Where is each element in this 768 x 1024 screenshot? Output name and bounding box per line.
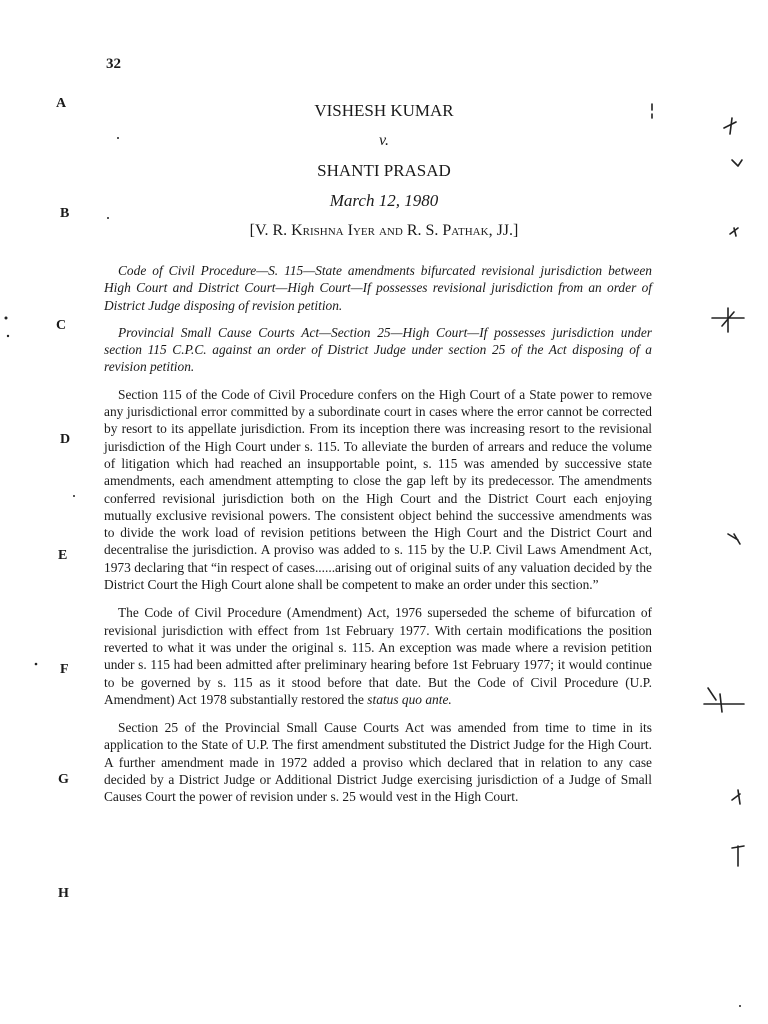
margin-mark-1: [724, 118, 736, 134]
page-number: 32: [106, 56, 121, 72]
judge-1-surname: Krishna Iyer: [291, 222, 375, 239]
margin-letter-a: A: [56, 96, 67, 111]
margin-letter-d: D: [60, 432, 71, 447]
margin-mark-7: [732, 790, 740, 804]
judgment-date: March 12, 1980: [329, 191, 439, 210]
judges-close: , JJ.]: [488, 222, 519, 239]
margin-mark-2: [732, 160, 742, 166]
judges-and: and: [374, 222, 407, 239]
margin-mark-4: [712, 308, 744, 332]
judgment-body: [104, 262, 652, 817]
petitioner-name: VISHESH KUMAR: [314, 101, 454, 120]
paragraph-section-115: Section 115 of the Code of Civil Procedure confers on the High Court of a State power to remove any jurisdictional error committed by a subordinate court in cases where the error cannot be corrected by resort to its appellate jurisdiction. From its inception there was increasing resort to the revisional jurisdiction of the High Court under s. 115. To alleviate the burden of arrears and reduce the volume of litigation which had reached an insupportable point, s. 115 was amended by successive state amendments, each amendment attempting to close the gap left by its predecessor. The amendments conferred revisional jurisdiction both on the High Court and the District Court each enjoying mutually exclusive revisional powers. The consistent object behind the successive amendments was to divide the work load of revision petitions between the High Court and the District Court and decentralise the jurisdiction. A proviso was added to s. 115 by the U.P. Civil Laws Amendment Act, 1973 declaring that “in respect of cases......arising out of original suits of any valuation decided by the District Court the High Court alone shall be competent to make an order under this section.”: [104, 386, 652, 593]
headnote-small-cause-courts: Provincial Small Cause Courts Act—Section 25—High Court—If possesses jurisdiction under section 115 C.P.C. against an order of District Judge under section 25 of the Act disposing of a revision petition.: [104, 324, 652, 375]
status-quo-ante: status quo ante.: [367, 691, 452, 707]
paragraph-amendment-1976: [104, 604, 652, 708]
margin-mark-8: [732, 846, 744, 866]
margin-mark-3: [730, 228, 738, 236]
paragraph-amendment-1976-text: The Code of Civil Procedure (Amendment) Act, 1976 superseded the scheme of bifurcation of revisional jurisdiction with effect from 1st February 1977. With certain modifications the position reverted to what it was under the original s. 115. An exception was made where a revision petition under s. 115 had been admitted after preliminary hearing before 1st February 1977; it would continue to be governed by s. 115 as it stood before that date. But the Code of Civil Procedure (U.P. Amendment) Act 1978 substantially restored the: [104, 605, 652, 707]
respondent-name: SHANTI PRASAD: [317, 161, 451, 180]
headnote-cpc: Code of Civil Procedure—S. 115—State amendments bifurcated revisional jurisdiction between High Court and District Court—High Court—If possesses revisional jurisdiction from an order of District Judge disposing of revision petition.: [104, 263, 652, 313]
versus-mark: v.: [379, 132, 389, 149]
margin-letter-e: E: [58, 548, 68, 563]
margin-letter-g: G: [58, 772, 69, 787]
judge-2-surname: Pathak: [442, 222, 489, 239]
margin-letter-c: C: [56, 318, 67, 333]
margin-mark-5: [728, 534, 740, 544]
margin-letters: [0, 0, 80, 1024]
judges-open: [V. R.: [249, 222, 292, 239]
case-header: [118, 96, 650, 246]
scan-dot-5: [107, 217, 109, 219]
margin-letter-b: B: [60, 206, 70, 221]
scan-dot-7: [739, 1005, 741, 1007]
bench-judges: [118, 216, 650, 246]
margin-letter-h: H: [58, 886, 69, 901]
margin-letter-f: F: [60, 662, 69, 677]
paragraph-section-25: Section 25 of the Provincial Small Cause Courts Act was amended from time to time in its application to the State of U.P. The first amendment substituted the District Judge for the High Court. A further amendment made in 1972 added a proviso which declared that in relation to any case decided by a District Judge or Additional District Judge exercising jurisdiction of a Judge of Small Causes Court the power of revision under s. 25 would vest in the High Court.: [104, 720, 652, 805]
margin-mark-6: [704, 688, 744, 712]
judges-middle: R. S.: [406, 222, 443, 239]
